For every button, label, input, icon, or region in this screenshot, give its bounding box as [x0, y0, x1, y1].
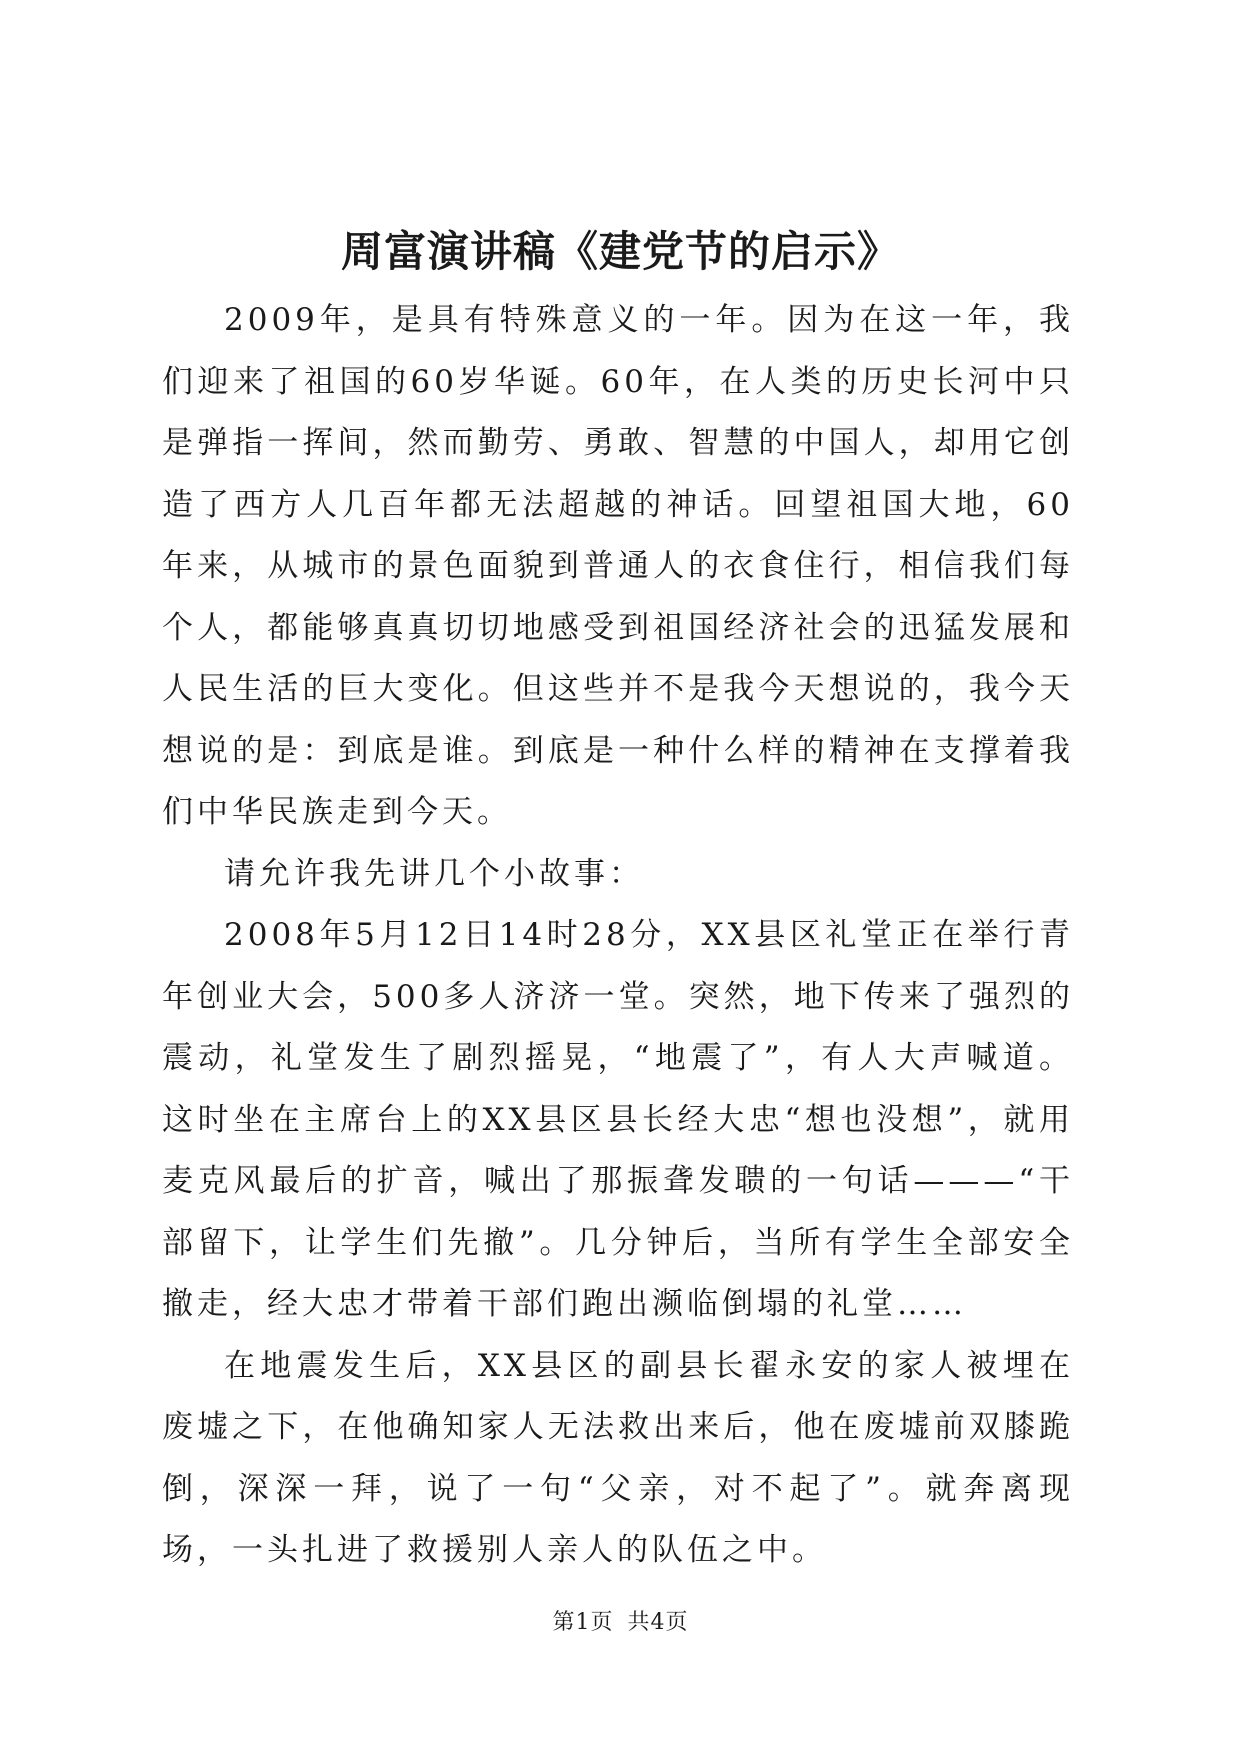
document-title: 周富演讲稿《建党节的启示》: [340, 227, 900, 276]
document-body: [162, 290, 1074, 1582]
page-number-total: 共4页: [627, 1610, 689, 1635]
page-number-current: 第1页: [552, 1610, 614, 1635]
paragraph: 2009年，是具有特殊意义的一年。因为在这一年，我们迎来了祖国的60岁华诞。60年，在人类的历史长河中只是弹指一挥间，然而勤劳、勇敢、智慧的中国人，却用它创造了西方人几百年都无法超越的神话。回望祖国大地，60年来，从城市的景色面貌到普通人的衣食住行，相信我们每个人，都能够真真切切地感受到祖国经济社会的迅猛发展和人民生活的巨大变化。但这些并不是我今天想说的，我今天想说的是：到底是谁。到底是一种什么样的精神在支撑着我们中华民族走到今天。: [162, 302, 1074, 830]
paragraph: 请允许我先讲几个小故事：: [224, 855, 644, 892]
paragraph: 2008年5月12日14时28分，XX县区礼堂正在举行青年创业大会，500多人济济一堂。突然，地下传来了强烈的震动，礼堂发生了剧烈摇晃，“地震了”，有人大声喊道。这时坐在主席台上的XX县区县长经大忠“想也没想”，就用麦克风最后的扩音，喊出了那振聋发聩的一句话———“干部留下，让学生们先撤”。几分钟后，当所有学生全部安全撤走，经大忠才带着干部们跑出濒临倒塌的礼堂……: [162, 917, 1074, 1322]
page-footer: [0, 1608, 1241, 1638]
paragraph: 在地震发生后，XX县区的副县长翟永安的家人被埋在废墟之下，在他确知家人无法救出来后，他在废墟前双膝跪倒，深深一拜，说了一句“父亲，对不起了”。就奔离现场，一头扎进了救援别人亲人的队伍之中。: [162, 1347, 1074, 1568]
